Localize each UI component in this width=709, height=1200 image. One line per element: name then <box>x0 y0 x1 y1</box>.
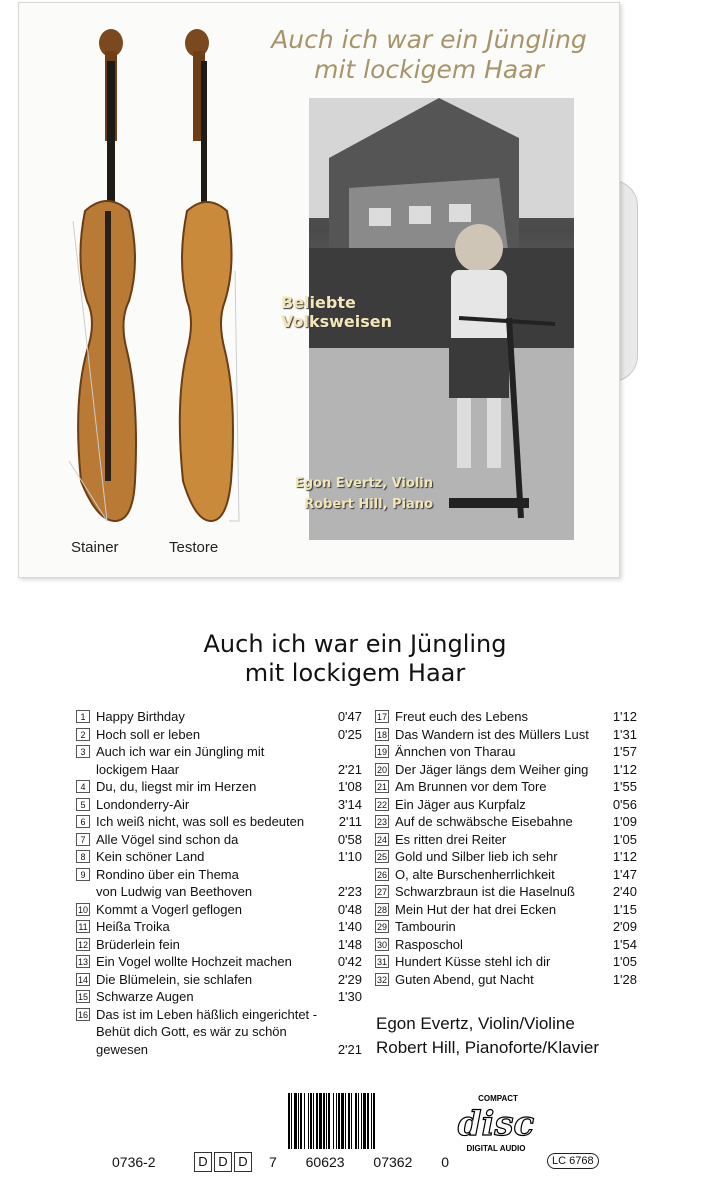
track-number: 19 <box>376 747 387 757</box>
track-number: 30 <box>376 939 387 950</box>
barcode-bar <box>336 1093 337 1149</box>
track-row <box>375 726 637 744</box>
track-duration: 0'48 <box>337 901 362 917</box>
barcode-bar <box>367 1093 369 1149</box>
performers <box>376 1012 599 1060</box>
track-row <box>375 901 637 919</box>
track-number: 6 <box>76 815 90 828</box>
barcode-bar <box>291 1093 292 1149</box>
barcode-digit-group: 0 <box>441 1154 449 1170</box>
barcode-bar <box>345 1093 346 1149</box>
barcode-bar <box>363 1093 366 1149</box>
track-duration: 2'23 <box>337 884 362 899</box>
track-row <box>76 813 362 831</box>
barcode-bar <box>310 1093 312 1149</box>
track-number: 3 <box>76 745 90 758</box>
track-title-line: Gold und Silber lieb ich sehr <box>395 849 558 864</box>
track-row <box>76 708 362 726</box>
track-duration: 2'11 <box>338 814 362 829</box>
barcode-bar <box>328 1093 330 1149</box>
track-title-line: Freut euch des Lebens <box>395 709 528 724</box>
track-title <box>96 708 322 726</box>
track-duration: 2'40 <box>612 884 637 899</box>
track-title-line: Mein Hut der hat drei Ecken <box>395 901 557 917</box>
barcode-bar <box>288 1093 290 1149</box>
tracklist-left <box>76 708 362 1058</box>
track-number: 23 <box>376 817 387 827</box>
track-row <box>76 988 362 1006</box>
track-duration: 2'29 <box>337 971 362 987</box>
track-number: 7 <box>76 833 90 846</box>
track-duration: 0'25 <box>337 726 362 742</box>
track-row <box>375 813 637 831</box>
ddd-letter: D <box>234 1152 252 1172</box>
track-title-line: Die Blümelein, sie schlafen <box>96 971 253 987</box>
track-number: 1 <box>76 710 90 723</box>
track-title <box>395 708 597 726</box>
track-title <box>395 953 597 971</box>
track-number: 10 <box>77 904 88 915</box>
track-title-line: lockigem Haar <box>96 761 180 777</box>
track-duration: 1'28 <box>612 971 637 987</box>
track-duration: 0'58 <box>337 831 362 847</box>
track-duration: 0'42 <box>337 954 362 969</box>
track-number: 21 <box>376 782 387 792</box>
barcode-bar <box>371 1093 372 1149</box>
track-title-line: Es ritten drei Reiter <box>395 831 507 847</box>
track-duration: 1'10 <box>337 849 362 864</box>
cover-subtitle-line2: Volksweisen <box>281 312 393 331</box>
track-duration: 2'09 <box>612 919 637 934</box>
track-duration: 1'05 <box>612 954 637 969</box>
track-duration: 1'12 <box>612 709 637 724</box>
track-title <box>395 901 597 919</box>
track-number: 31 <box>376 957 387 967</box>
back-title-line1: Auch ich war ein Jüngling <box>203 630 507 658</box>
track-title <box>395 726 597 744</box>
track-duration: 1'47 <box>612 866 637 882</box>
track-row <box>375 761 637 779</box>
track-row <box>375 936 637 954</box>
track-title-line: Schwarze Augen <box>96 989 194 1004</box>
track-duration: 1'08 <box>337 779 362 794</box>
track-number: 13 <box>77 957 88 967</box>
track-number: 15 <box>77 992 88 1002</box>
track-title-line: Du, du, liegst mir im Herzen <box>96 779 257 794</box>
track-title <box>395 813 597 831</box>
track-number: 14 <box>77 974 88 985</box>
track-title-line: Tambourin <box>395 919 456 934</box>
cd-logo-disc: disc <box>457 1104 535 1144</box>
track-title <box>96 778 322 796</box>
track-title-line: Happy Birthday <box>96 709 185 724</box>
cover-artists <box>253 473 433 515</box>
barcode-bar <box>313 1093 314 1149</box>
barcode-bar <box>316 1093 318 1149</box>
back-title-line2: mit lockigem Haar <box>244 659 466 687</box>
track-title <box>395 971 597 989</box>
track-title <box>395 848 597 866</box>
back-insert <box>40 600 670 1080</box>
barcode-bar <box>358 1093 359 1149</box>
track-row <box>76 866 362 901</box>
track-title <box>395 883 597 901</box>
track-row <box>76 936 362 954</box>
track-title <box>96 953 322 971</box>
track-duration: 2'21 <box>337 761 362 777</box>
track-duration: 1'55 <box>612 779 637 794</box>
track-title-line: O, alte Burschenherrlichkeit <box>395 866 555 882</box>
track-title-line: von Ludwig van Beethoven <box>96 884 253 899</box>
track-title <box>395 761 597 779</box>
track-title-line: Kommt a Vogerl geflogen <box>96 901 242 917</box>
track-duration: 1'40 <box>337 919 362 934</box>
track-title <box>96 1006 322 1059</box>
track-row <box>76 848 362 866</box>
track-duration: 1'12 <box>612 761 637 777</box>
track-row <box>76 796 362 814</box>
track-number: 9 <box>76 868 90 881</box>
track-title <box>96 796 322 814</box>
cover-subtitle <box>281 293 392 331</box>
track-number: 8 <box>76 850 90 863</box>
track-row <box>76 918 362 936</box>
barcode-bar <box>294 1093 297 1149</box>
track-title-line: Der Jäger längs dem Weiher ging <box>395 761 589 777</box>
track-row <box>375 708 637 726</box>
track-duration: 1'31 <box>612 726 637 742</box>
track-title <box>96 726 322 744</box>
track-duration: 1'57 <box>612 744 637 759</box>
track-title-line: Kein schöner Land <box>96 849 205 864</box>
footer-strip <box>64 1085 670 1185</box>
track-row <box>375 796 637 814</box>
tracklist-right <box>375 708 637 988</box>
track-number: 22 <box>376 799 387 810</box>
track-number: 16 <box>77 1009 88 1020</box>
track-duration: 1'30 <box>337 989 362 1004</box>
track-duration: 1'12 <box>612 849 637 864</box>
barcode-bar <box>348 1093 350 1149</box>
track-duration: 1'05 <box>612 831 637 847</box>
track-number: 5 <box>76 798 90 811</box>
track-row <box>375 918 637 936</box>
track-title <box>96 988 322 1006</box>
track-row <box>375 971 637 989</box>
track-row <box>76 1006 362 1059</box>
barcode-bar <box>361 1093 362 1149</box>
track-row <box>76 743 362 778</box>
track-title-line: Ein Jäger aus Kurpfalz <box>395 796 526 812</box>
track-number: 24 <box>376 834 387 845</box>
track-row <box>375 778 637 796</box>
track-number: 17 <box>376 712 387 722</box>
cover-title <box>249 25 609 85</box>
track-title <box>96 743 322 778</box>
track-row <box>76 831 362 849</box>
track-title-line: Das Wandern ist des Müllers Lust <box>395 726 589 742</box>
track-number: 26 <box>376 869 387 880</box>
track-row <box>375 953 637 971</box>
performer-piano: Robert Hill, Pianoforte/Klavier <box>376 1038 599 1057</box>
track-row <box>375 743 637 761</box>
track-number: 18 <box>376 729 387 740</box>
track-number: 11 <box>76 920 90 933</box>
track-title-line: Auch ich war ein Jüngling mit <box>96 744 265 759</box>
track-title <box>395 936 597 954</box>
catalog-number: 0736-2 <box>112 1154 156 1170</box>
track-title-line: Auf de schwäbsche Eisebahne <box>395 814 573 829</box>
barcode-bar <box>323 1093 325 1149</box>
cover-artist-line2: Robert Hill, Piano <box>304 497 433 512</box>
barcode-digit-group: 7 <box>269 1154 277 1170</box>
track-title <box>96 901 322 919</box>
track-duration: 1'09 <box>612 814 637 829</box>
track-duration: 1'48 <box>337 936 362 952</box>
track-title <box>395 796 597 814</box>
track-title-line: Am Brunnen vor dem Tore <box>395 779 547 794</box>
track-title <box>96 813 322 831</box>
ddd-letter: D <box>194 1152 212 1172</box>
track-duration: 2'21 <box>337 1041 362 1057</box>
track-row <box>375 831 637 849</box>
barcode-bar <box>338 1093 340 1149</box>
track-title-line: Rasposchol <box>395 936 463 952</box>
barcode-digits <box>269 1154 449 1170</box>
track-row <box>76 778 362 796</box>
track-row <box>76 901 362 919</box>
track-row <box>375 883 637 901</box>
track-row <box>76 971 362 989</box>
cover-title-line2: mit lockigem Haar <box>314 55 544 84</box>
barcode-bar <box>333 1093 334 1149</box>
track-title <box>395 918 597 936</box>
barcode-bar <box>341 1093 344 1149</box>
track-title-line: Guten Abend, gut Nacht <box>395 971 534 987</box>
track-title-line: Ich weiß nicht, was soll es bedeuten <box>96 814 305 829</box>
barcode-bar <box>351 1093 352 1149</box>
track-duration: 0'56 <box>612 796 637 812</box>
track-number: 4 <box>76 780 90 793</box>
track-title-line: Londonderry-Air <box>96 796 190 812</box>
ddd-letter: D <box>214 1152 232 1172</box>
barcode-bar <box>300 1093 302 1149</box>
track-title <box>395 831 597 849</box>
track-number: 32 <box>376 974 387 985</box>
barcode-bar <box>355 1093 357 1149</box>
track-title-line: Alle Vögel sind schon da <box>96 831 239 847</box>
track-duration: 0'47 <box>337 709 362 724</box>
barcode-digit-group: 60623 <box>305 1154 345 1170</box>
back-title <box>40 630 670 688</box>
cover-subtitle-line1: Beliebte <box>281 293 356 312</box>
track-row <box>76 726 362 744</box>
barcode-bar <box>373 1093 375 1149</box>
track-title-line: gewesen <box>96 1041 149 1057</box>
track-title-line: Rondino über ein Thema <box>96 866 239 882</box>
track-number: 25 <box>376 852 387 862</box>
cover-title-line1: Auch ich war ein Jüngling <box>271 25 587 54</box>
track-title <box>96 971 322 989</box>
track-duration: 1'15 <box>612 901 637 917</box>
cover-artist-line1: Egon Evertz, Violin <box>294 476 433 491</box>
track-title-line: Das ist im Leben häßlich eingerichtet - <box>96 1006 318 1022</box>
violin-stainer-image <box>67 21 137 541</box>
track-title-line: Hoch soll er leben <box>96 726 201 742</box>
barcode-digit-group: 07362 <box>373 1154 413 1170</box>
barcode-image <box>284 1093 444 1149</box>
ddd-code <box>194 1152 254 1172</box>
track-title-line: Ännchen von Tharau <box>395 744 516 759</box>
track-duration: 1'54 <box>612 936 637 952</box>
track-title <box>395 778 597 796</box>
track-title <box>395 743 597 761</box>
track-title <box>96 936 322 954</box>
performer-violin: Egon Evertz, Violin/Violine <box>376 1014 575 1033</box>
track-title <box>395 866 597 884</box>
barcode-bar <box>304 1093 305 1149</box>
track-number: 20 <box>376 764 387 775</box>
caption-stainer: Stainer <box>71 539 119 556</box>
compact-disc-logo <box>454 1091 538 1161</box>
track-title <box>96 866 322 901</box>
track-number: 2 <box>76 728 90 741</box>
barcode-bar <box>319 1093 322 1149</box>
track-title-line: Heißa Troika <box>96 919 170 934</box>
front-cover <box>18 2 620 578</box>
track-row <box>375 848 637 866</box>
track-title-line: Schwarzbraun ist die Haselnuß <box>395 884 575 899</box>
barcode-bar <box>298 1093 299 1149</box>
track-title <box>96 848 322 866</box>
cd-logo-compact: COMPACT <box>478 1094 518 1103</box>
track-row <box>375 866 637 884</box>
track-title-line: Hundert Küsse stehl ich dir <box>395 954 551 969</box>
barcode-bar <box>326 1093 327 1149</box>
track-number: 27 <box>376 887 387 897</box>
label-code: LC 6768 <box>547 1153 599 1169</box>
cd-logo-digital-audio: DIGITAL AUDIO <box>466 1144 526 1153</box>
track-number: 29 <box>376 922 387 932</box>
track-title-line: Ein Vogel wollte Hochzeit machen <box>96 954 292 969</box>
track-number: 12 <box>77 939 88 950</box>
track-title <box>96 831 322 849</box>
track-title <box>96 918 322 936</box>
track-row <box>76 953 362 971</box>
violin-testore-image <box>171 21 241 541</box>
barcode-bar <box>308 1093 309 1149</box>
track-title-line: Behüt dich Gott, es wär zu schön <box>96 1024 287 1039</box>
track-title-line: Brüderlein fein <box>96 936 180 952</box>
track-number: 28 <box>376 904 387 915</box>
track-duration: 3'14 <box>337 796 362 812</box>
caption-testore: Testore <box>169 539 219 556</box>
